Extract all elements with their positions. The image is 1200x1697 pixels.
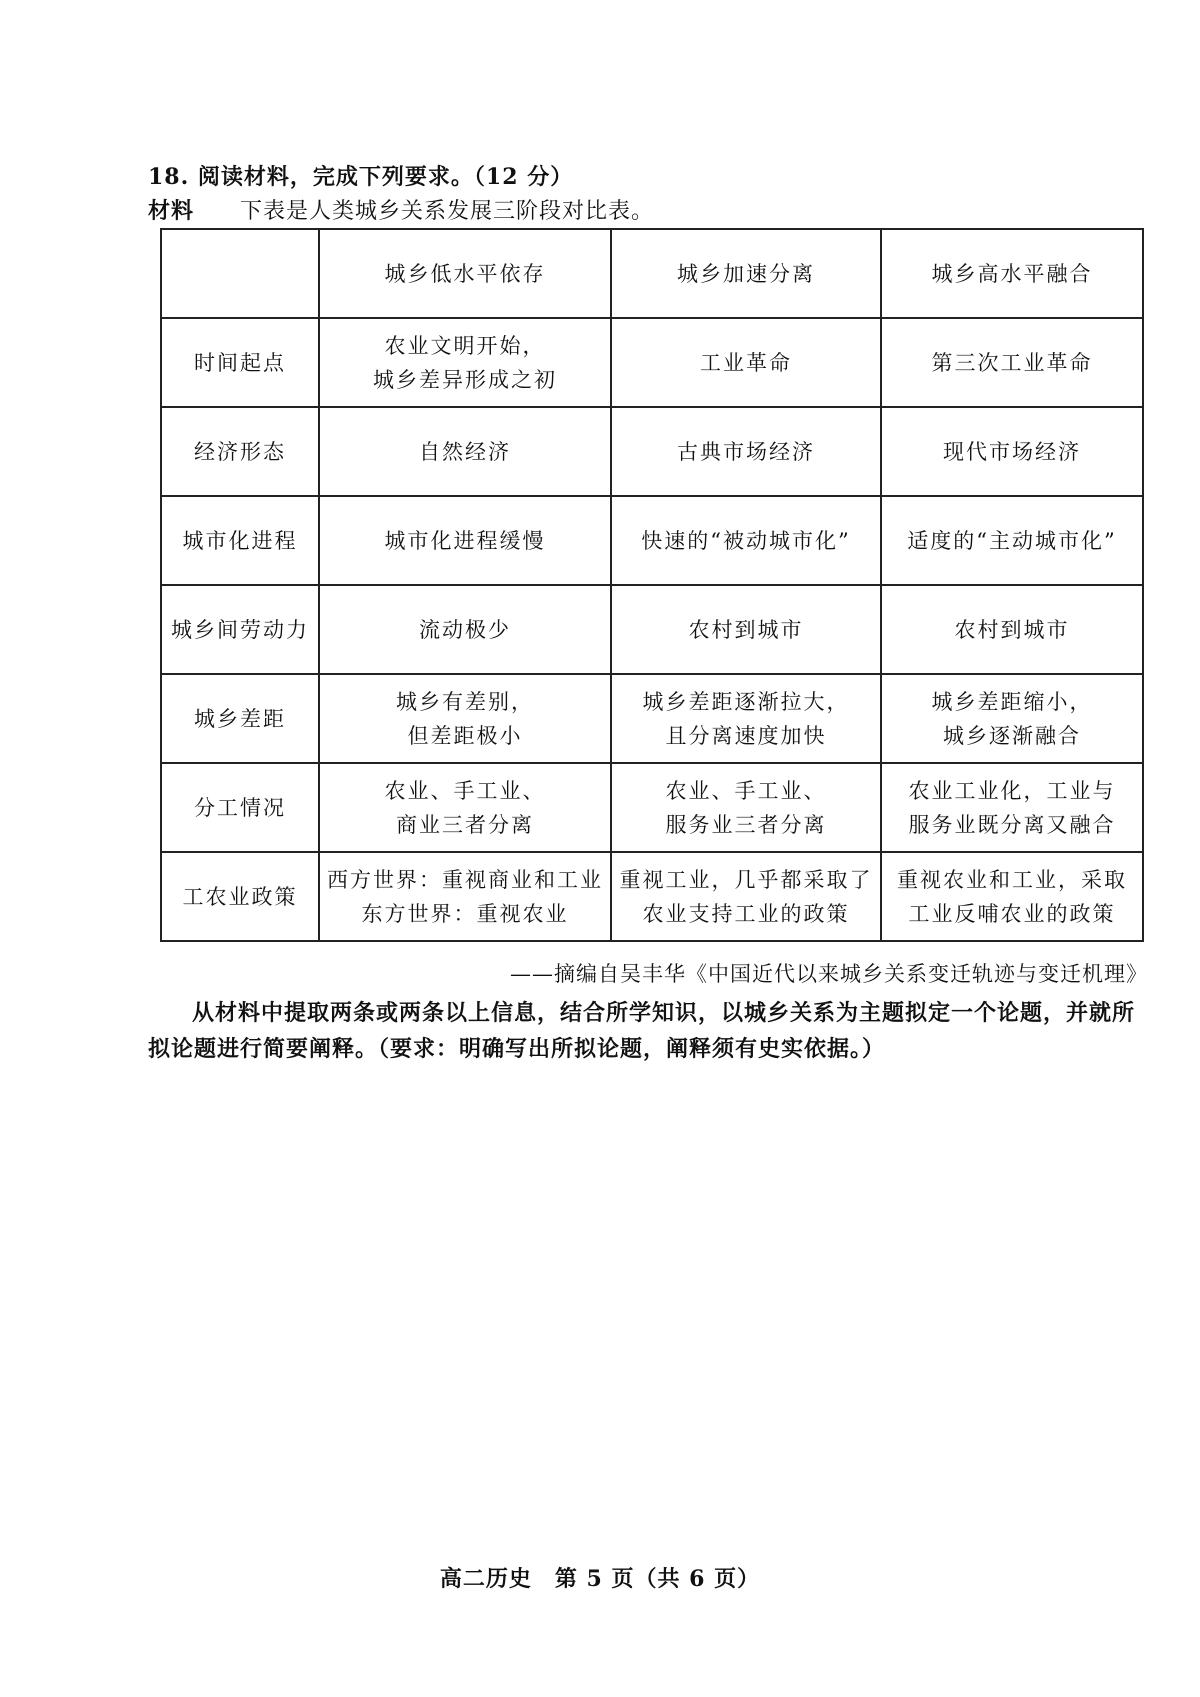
table-cell [611, 496, 881, 585]
table-cell [319, 763, 611, 852]
table-row [161, 763, 1143, 852]
material-label: 材料 [148, 198, 195, 224]
table-header-cell [161, 229, 319, 318]
cell-text-line: 古典市场经济 [677, 439, 815, 464]
row-label-cell: 城乡差距 [161, 674, 319, 763]
cell-text-line: 农业、手工业、 [384, 778, 546, 803]
page-footer: 高二历史 第 5 页（共 6 页） [439, 1566, 761, 1592]
table-cell [881, 496, 1143, 585]
row-label-cell: 时间起点 [161, 318, 319, 407]
table-cell [611, 318, 881, 407]
table-header-cell: 城乡加速分离 [611, 229, 881, 318]
cell-text-line: 农业工业化，工业与 [908, 778, 1116, 803]
table-row [161, 674, 1143, 763]
table-cell [319, 585, 611, 674]
cell-text-line: 城乡差异形成之初 [373, 367, 557, 392]
comparison-table [160, 228, 1144, 942]
cell-text-line: 西方世界：重视商业和工业 [327, 867, 603, 892]
table-cell [611, 674, 881, 763]
cell-text-line: 自然经济 [419, 439, 511, 464]
row-label-cell: 工农业政策 [161, 852, 319, 941]
cell-text-line: 第三次工业革命 [931, 350, 1093, 375]
question-title: 18. 阅读材料，完成下列要求。（12 分） [148, 164, 574, 190]
cell-text-line: 服务业既分离又融合 [908, 812, 1116, 837]
cell-text-line: 适度的“主动城市化” [907, 528, 1117, 553]
table-row [161, 585, 1143, 674]
table-cell [881, 674, 1143, 763]
table-row [161, 496, 1143, 585]
table-row [161, 318, 1143, 407]
cell-text-line: 农业文明开始， [384, 333, 546, 358]
material-intro-line [148, 194, 654, 225]
row-label-cell: 城乡间劳动力 [161, 585, 319, 674]
comparison-table-body [161, 229, 1143, 941]
cell-text-line: 东方世界：重视农业 [361, 901, 569, 926]
table-cell [881, 763, 1143, 852]
table-cell [881, 585, 1143, 674]
table-cell [319, 674, 611, 763]
table-cell [319, 852, 611, 941]
table-row [161, 852, 1143, 941]
cell-text-line: 服务业三者分离 [665, 812, 827, 837]
cell-text-line: 城乡差距逐渐拉大， [642, 689, 850, 714]
cell-text-line: 商业三者分离 [396, 812, 534, 837]
material-intro: 下表是人类城乡关系发展三阶段对比表。 [240, 199, 655, 224]
table-cell [611, 585, 881, 674]
cell-text-line: 重视工业，几乎都采取了 [619, 867, 873, 892]
table-cell [319, 407, 611, 496]
row-label-cell: 经济形态 [161, 407, 319, 496]
cell-text-line: 农村到城市 [688, 617, 804, 642]
cell-text-line: 现代市场经济 [943, 439, 1081, 464]
question-prompt: 从材料中提取两条或两条以上信息，结合所学知识，以城乡关系为主题拟定一个论题，并就所拟论题进行简要阐释。（要求：明确写出所拟论题，阐释须有史实依据。） [148, 1000, 1136, 1062]
table-cell [611, 852, 881, 941]
cell-text-line: 城乡逐渐融合 [943, 723, 1081, 748]
cell-text-line: 快速的“被动城市化” [641, 528, 851, 553]
table-header-row [161, 229, 1143, 318]
cell-text-line: 农村到城市 [954, 617, 1070, 642]
table-cell [611, 763, 881, 852]
cell-text-line: 重视农业和工业，采取 [897, 867, 1127, 892]
table-header-cell: 城乡高水平融合 [881, 229, 1143, 318]
table-header-cell: 城乡低水平依存 [319, 229, 611, 318]
cell-text-line: 城市化进程缓慢 [384, 528, 546, 553]
row-label-cell: 城市化进程 [161, 496, 319, 585]
table-row [161, 407, 1143, 496]
cell-text-line: 流动极少 [419, 617, 511, 642]
table-cell [881, 852, 1143, 941]
cell-text-line: 农业支持工业的政策 [642, 901, 850, 926]
table-cell [881, 318, 1143, 407]
cell-text-line: 城乡有差别， [396, 689, 534, 714]
cell-text-line: 农业、手工业、 [665, 778, 827, 803]
cell-text-line: 且分离速度加快 [665, 723, 827, 748]
table-cell [319, 496, 611, 585]
cell-text-line: 工业反哺农业的政策 [908, 901, 1116, 926]
cell-text-line: 工业革命 [700, 350, 792, 375]
cell-text-line: 但差距极小 [407, 723, 523, 748]
cell-text-line: 城乡差距缩小， [931, 689, 1093, 714]
table-cell [319, 318, 611, 407]
table-cell [881, 407, 1143, 496]
source-citation: ——摘编自吴丰华《中国近代以来城乡关系变迁轨迹与变迁机理》 [510, 962, 1148, 986]
row-label-cell: 分工情况 [161, 763, 319, 852]
table-cell [611, 407, 881, 496]
